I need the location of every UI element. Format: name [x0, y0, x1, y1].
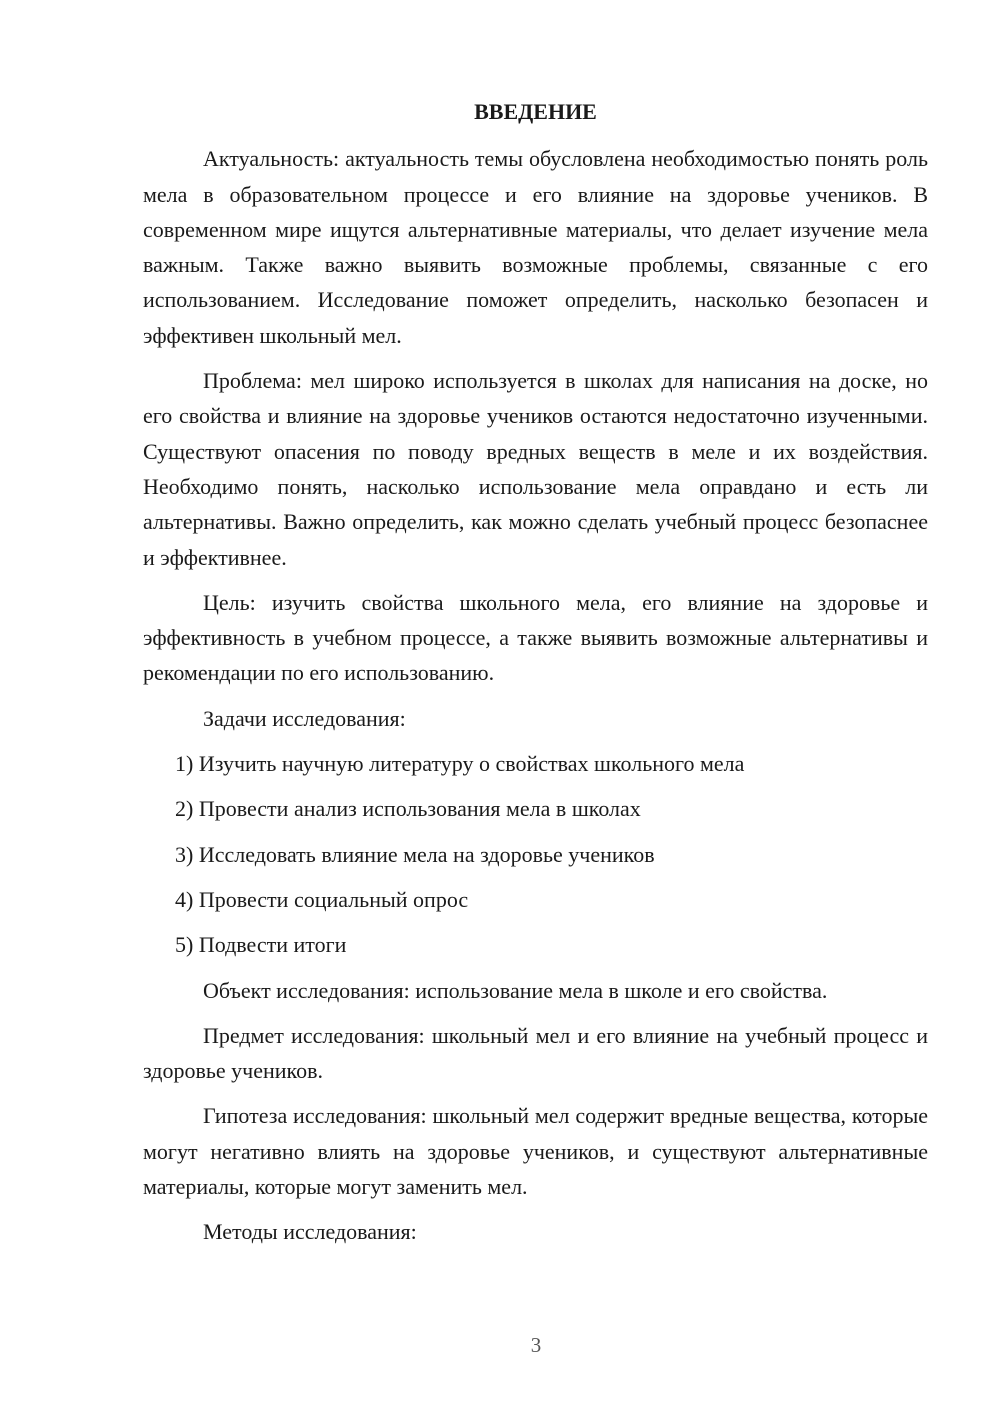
- list-item: 3) Исследовать влияние мела на здоровье учеников: [175, 841, 655, 867]
- page-number: 3: [530, 1333, 542, 1357]
- goal-paragraph: Цель: изучить свойства школьного мела, его влияние на здоровье и эффективность в учебном процессе, а также выявить возможные альтернативы и рекомендации по его использованию.: [143, 589, 928, 686]
- list-item: 1) Изучить научную литературу о свойствах школьного мела: [175, 751, 745, 777]
- relevance-paragraph: Актуальность: актуальность темы обусловлена необходимостью понять роль мела в образовательном процессе и его влияние на здоровье учеников. В современном мире ищутся альтернативные материалы, что делает изучение мела важным. Также важно выявить возможные проблемы, связанные с его использованием. Исследование поможет определить, насколько безопасен и эффективен школьный мел.: [143, 146, 928, 348]
- list-item: 5) Подвести итоги: [175, 932, 347, 958]
- tasks-list: [143, 746, 928, 962]
- hypothesis-paragraph: Гипотеза исследования: школьный мел содержит вредные вещества, которые могут негативно влиять на здоровье учеников, и существуют альтернативные материалы, которые могут заменить мел.: [143, 1103, 928, 1200]
- problem-paragraph: Проблема: мел широко используется в школах для написания на доске, но его свойства и влияние на здоровье учеников остаются недостаточно изученными. Существуют опасения по поводу вредных веществ в меле и их воздействия. Необходимо понять, насколько использование мела оправдано и есть ли альтернативы. Важно определить, как можно сделать учебный процесс безопаснее и эффективнее.: [143, 368, 928, 570]
- subject-paragraph: Предмет исследования: школьный мел и его влияние на учебный процесс и здоровье учеников.: [143, 1022, 928, 1084]
- object-paragraph: Объект исследования: использование мела в школе и его свойства.: [203, 977, 828, 1003]
- tasks-heading: Задачи исследования:: [203, 705, 406, 731]
- methods-heading: Методы исследования:: [203, 1219, 417, 1245]
- document-page: [143, 94, 928, 1260]
- list-item: 2) Провести анализ использования мела в школах: [175, 796, 641, 822]
- list-item: 4) Провести социальный опрос: [175, 886, 469, 912]
- section-title: ВВЕДЕНИЕ: [474, 99, 597, 124]
